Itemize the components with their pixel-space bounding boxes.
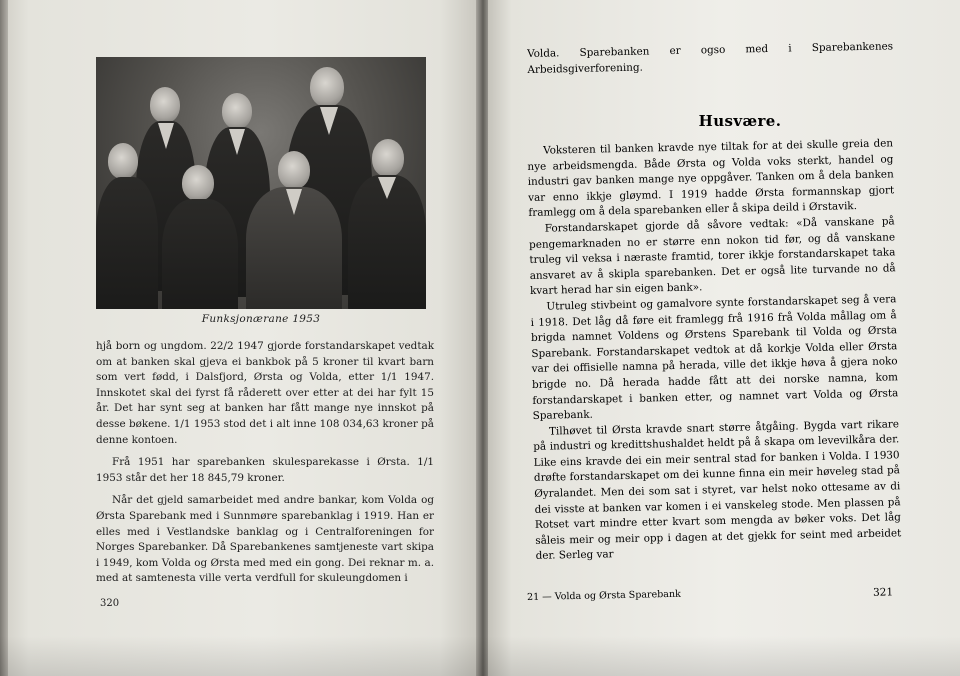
paragraph: Forstandarskapet gjorde då såvore vedtak: «Då vanskane på pengemarknaden no er større enn nokon tid før, og då vanskane truleg vil veksa i næraste framtid, torer ikkje forstandarskapet taka ansvaret av å skipla sparebanken. Det er også lite turvande no då kvart herad har sin eigen bank». bbox=[528, 215, 896, 298]
book-cover-edge bbox=[0, 0, 8, 676]
paragraph: Voksteren til banken kravde nye tiltak for at dei skulle greia den nye arbeidsmengda. Både Ørsta og Volda voks sterkt, handel og industri gav banken mange nye oppgåver. Tanken om å dela banken var enno ikkje gløymd. I 1919 hadde Ørsta formannskap gjort framlegg om å dela sparebanken eller å skipa deild i Ørstavik. bbox=[527, 137, 895, 220]
footer-signature: 21 — Volda og Ørsta Sparebank bbox=[527, 588, 681, 603]
photo-caption: Funksjonærane 1953 bbox=[201, 313, 321, 325]
person-figure bbox=[246, 151, 342, 309]
person-figure bbox=[162, 165, 238, 309]
left-page-body bbox=[96, 339, 434, 587]
paragraph: hjå born og ungdom. 22/2 1947 gjorde forstandarskapet vedtak om at banken skal gjeva ei bankbok på 5 kroner til kvart barn som vert fødd, i Dalsfjord, Ørsta og Volda, etter 1/1 1947. Innskotet skal dei fyrst få råderett over etter at dei har fylt 15 år. Det har synt seg at banken har fått mange nye innskot på desse bøkene. 1/1 1953 stod det i alt inne 108 034,63 kroner på denne kontoen. bbox=[96, 340, 434, 446]
person-figure bbox=[96, 143, 158, 309]
page-number: 320 bbox=[100, 598, 120, 609]
staff-group-photo bbox=[96, 57, 426, 309]
paragraph: Tilhøvet til Ørsta kravde snart større åtgåing. Bygda vart rikare på industri og kredittshushaldet heldt på å skapa om levevilkåra der. Like eins kravde dei ein meir sentral stad for banken i Volda. I 1930 drøfte forstandarskapet om dei kunne finna ein meir høveleg stad på Øyralandet. Men dei som sat i styret, var helst noko ottesame av di dei visste at banken var komen i ei vanskeleg stode. Men plassen på Rotset vart mindre etter kvart som mengda av bøker voks. Det låg såleis meir og meir opp i dagen at det gjekk for seint med arbeidet der. Serleg var bbox=[533, 417, 902, 563]
right-page-body bbox=[527, 136, 902, 565]
paragraph: Når det gjeld samarbeidet med andre bankar, kom Volda og Ørsta Sparebank med i Sunnmøre sparebanklag i 1919. Han er elles med i Vestlandske banklag og i Centralforeningen for Norges Sparebanker. Då Sparebankenes samtjeneste vart skipa i 1949, kom Volda og Ørsta med med ein gong. Dei reknar m. a. med at samtenesta ville verta verdfull for skuleungdomen i bbox=[96, 494, 434, 585]
page-number: 321 bbox=[872, 586, 894, 599]
left-page bbox=[0, 0, 478, 676]
paragraph: Utruleg stivbeint og gamalvore synte forstandarskapet seg å vera i 1918. Det låg då føre eit framlegg frå 1916 frå Volda mållag om å brigda namnet Voldens og Ørstens Sparebank til Volda og Ørsta Sparebank. Forstandarskapet vedtok at då korkje Volda eller Ørsta var dei offisielle namna på herada, ville det ikkje høva å gjera noko brigde no. Då herada hadde fått att dei norske namna, kom forstandarskapet i banken etter, og namnet vart Volda og Ørsta Sparebank. bbox=[530, 293, 899, 423]
section-heading: Husvære. bbox=[698, 112, 782, 130]
paragraph: Volda. Sparebanken er ogso med i Sparebankenes Arbeidsgiverforening. bbox=[527, 40, 894, 76]
paragraph: Frå 1951 har sparebanken skulesparekasse i Ørsta. 1/1 1953 står det her 18 845,79 kroner. bbox=[96, 456, 434, 484]
person-figure bbox=[348, 139, 426, 309]
